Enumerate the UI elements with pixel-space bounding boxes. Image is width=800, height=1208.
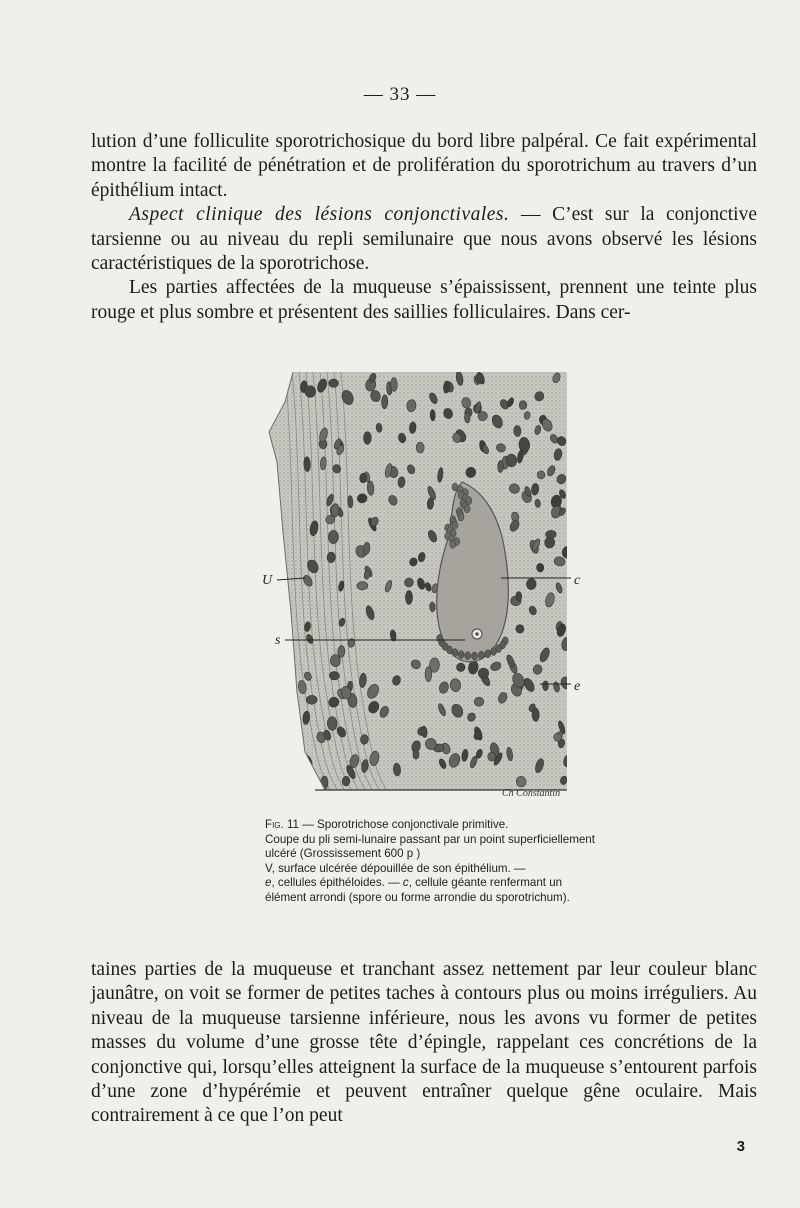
caption-line2: Coupe du pli semi-lunaire passant par un point superficiellement ulcéré (Grossissement 600 p ) [265,832,595,861]
section-heading: Aspect clinique des lésions conjonctivales. [129,204,510,226]
cell-nucleus [328,530,338,544]
paragraph-2-text: — C’est sur la conjonctive tarsienne ou au niveau du repli semilunaire que nous avons observé les lésions caractéristiques de la sporotrichose. [91,204,757,275]
cell-nucleus [506,454,517,467]
giant-cell-nucleus [478,651,484,659]
cell-nucleus [425,667,432,682]
caption-title: — Sporotrichose conjonctivale primitive. [299,818,509,831]
cell-nucleus [464,413,470,424]
caption-letter-e: e [265,876,272,890]
cell-nucleus [514,425,522,436]
giant-cell-nucleus [452,649,458,657]
cell-nucleus [516,591,522,600]
cell-nucleus [363,432,371,445]
cell-nucleus [342,776,350,786]
label-s: s [275,633,281,648]
caption-line3: , surface ulcérée dépouillée de son épithélium. — [271,861,526,875]
cell-nucleus [430,409,435,421]
cell-nucleus [329,379,339,388]
label-c: c [574,573,581,588]
giant-cell-nucleus [458,513,464,521]
caption-line4: , cellules épithéloides. — [271,876,403,890]
cell-nucleus [543,681,549,691]
caption-line4b: , cellule géante renfermant un élément arrondi (spore ou forme arrondie du sporotrichum). [265,876,570,904]
cell-nucleus [306,695,317,704]
figure-caption [265,818,595,906]
cell-nucleus [478,668,489,679]
giant-cell-nucleus [465,652,471,660]
cell-nucleus [381,395,388,409]
giant-cell-nucleus [458,651,464,659]
giant-cell-nucleus [450,540,456,548]
giant-cell-nucleus [452,521,458,529]
paragraph-1: lution d’une folliculite sporotrichosique du bord libre palpéral. Ce fait expérimental montre la facilité de pénétration et de prolifération du sporotrichum au travers d’un épithélium intact. [91,131,757,201]
cell-nucleus [327,552,336,563]
giant-cell-nucleus [464,505,470,513]
bottom-text-block [91,958,757,1129]
caption-letter-v: V [265,861,272,875]
giant-cell-nucleus [437,634,443,642]
cell-nucleus [329,671,339,680]
figure-histology [255,372,595,804]
giant-cell-nucleus [485,650,491,658]
cell-nucleus [391,377,398,391]
folio-number: 3 [736,1138,745,1155]
cell-nucleus [516,625,524,634]
paragraph-3: Les parties affectées de la muqueuse s’épaississent, prennent une teinte plus rouge et plus sombre et présentent des saillies folliculaires. Dans cer- [91,277,757,323]
cell-nucleus [405,591,412,605]
illustrator-signature: Ch Constantin [502,788,561,799]
cell-nucleus [429,602,435,612]
cell-nucleus [497,460,503,472]
histology-illustration [255,372,595,804]
cell-nucleus [330,654,340,666]
label-e: e [574,679,581,694]
cell-nucleus [413,750,419,760]
giant-cell-nucleus [472,652,478,660]
label-u: U [262,573,273,588]
caption-fig-label: Fig. 11 [265,818,300,831]
page-number: — 33 — [363,84,437,105]
cell-nucleus [327,717,337,731]
giant-cell-nucleus [491,648,497,656]
paragraph-2 [91,203,757,276]
paragraph-4: taines parties de la muqueuse et tranchant assez nettement par leur couleur blanc jaunâtre, on voit se former de petites taches à contours plus ou moins irréguliers. Au niveau de la muqueuse tarsienne inférieure, nous les avons vu former de petites masses du volume d’une grosse tête d’épingle, rappelant ces concrétions de la conjonctive qui, lorsqu’elles atteignent la surface de la muqueuse s’entourent parfois d’une zone d’hypérémie et peuvent entraîner quelque gêne oculaire. Mais contrairement à ce que l’on peut [91,959,757,1127]
top-text-block [91,130,757,325]
cell-nucleus [357,582,368,591]
cell-nucleus [488,752,496,761]
cell-nucleus [416,442,424,453]
caption-letter-c: c [402,876,409,890]
